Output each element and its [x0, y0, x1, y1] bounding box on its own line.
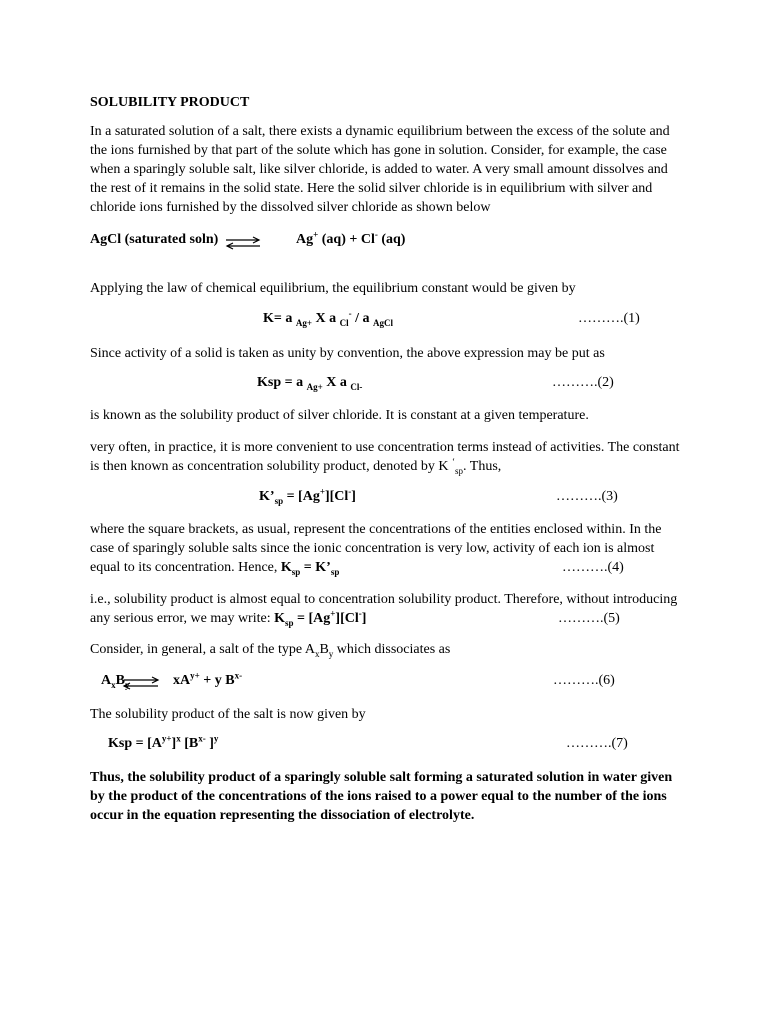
- equation-2: [0, 375, 768, 395]
- consider-paragraph: Consider, in general, a salt of the type $A_xB_y$ which dissociates as: [90, 642, 451, 659]
- equation-7-number: ……….(7): [566, 736, 628, 751]
- intro-paragraph: In a saturated solution of a salt, there exists a dynamic equilibrium between the excess of the solute and the ions furnished by that part of the solute which has gone in solution. Consider, for example, the case when a sparingly soluble salt, like silver chloride, is added to water. A very small amount dissolves and the rest of it remains in the solid state. Here the solid silver chloride is in equilibrium with silver and chloride ions furnished by the dissolved silver chloride as shown below: [90, 124, 670, 215]
- reaction-agcl: [0, 229, 768, 252]
- equation-1-number: ……….(1): [578, 311, 640, 326]
- equation-3-number: ……….(3): [556, 489, 618, 504]
- equation-6: [0, 670, 768, 693]
- unity-paragraph: Since activity of a solid is taken as unity by convention, the above expression may be put as: [90, 346, 605, 361]
- equation-2-number: ……….(2): [552, 375, 614, 390]
- now-paragraph: The solubility product of the salt is now given by: [90, 707, 366, 722]
- page-title: SOLUBILITY PRODUCT: [90, 95, 250, 110]
- conclusion-paragraph: Thus, the solubility product of a sparingly soluble salt forming a saturated solution in water given by the product of the concentrations of the ions raised to a power equal to the number of the ions occur in the equation representing the dissociation of electrolyte.: [90, 770, 673, 823]
- equation-7-expr: Ksp = $[A^{y+}]^x$ [$B^{x-}$ ]$^y$: [108, 733, 219, 751]
- where-paragraph: where the square brackets, as usual, represent the concentrations of the entities enclosed within. In the case of sparingly soluble salts since the ionic concentration is very low, activity of each ion is almost equal to its concentration. Hence, $K_{sp}$ = $K’_{sp}$ ……….(4): [90, 522, 662, 577]
- equation-6-products: $xA^{y+} + y$ $B^{x-}$: [173, 670, 243, 688]
- equation-7: [0, 733, 768, 756]
- equation-6-number: ……….(6): [553, 673, 615, 688]
- often-paragraph: very often, in practice, it is more convenient to use concentration terms instead of activities. The constant is then known as concentration solubility product, denoted by K ‘$_{sp}$. Thus,: [90, 440, 680, 476]
- equation-5-number: ……….(5): [558, 611, 620, 626]
- equilibrium-arrow-icon: [121, 675, 161, 691]
- equation-3: [0, 486, 768, 509]
- equation-3-expr: $K’_{sp} = [Ag^+][Cl^-]$: [259, 486, 356, 506]
- equation-6-reactant: $A_xB_y$: [101, 673, 130, 690]
- equation-2-expr: Ksp = a $_{Ag+}$ X a $_{Cl-}$: [257, 375, 363, 392]
- reaction-right: Ag+ (aq) + Cl- (aq): [296, 229, 406, 247]
- ie-paragraph: i.e., solubility product is almost equal to concentration solubility product. Therefore, without introducing any serious error, we may write: $K_{sp} = [Ag^+][Cl^-]$ ……….(5): [90, 592, 678, 628]
- equilibrium-arrow-icon: [224, 235, 262, 251]
- law-paragraph: Applying the law of chemical equilibrium, the equilibrium constant would be given by: [90, 281, 576, 296]
- equation-1-expr: K= a $_{Ag+}$ X a $_{Cl}$- / a $_{AgCl}$: [263, 308, 394, 328]
- equation-1: [0, 308, 768, 331]
- reaction-left: AgCl (saturated soln): [90, 232, 219, 247]
- equation-4-number: ……….(4): [562, 560, 624, 575]
- known-paragraph: is known as the solubility product of silver chloride. It is constant at a given temperature.: [90, 408, 589, 423]
